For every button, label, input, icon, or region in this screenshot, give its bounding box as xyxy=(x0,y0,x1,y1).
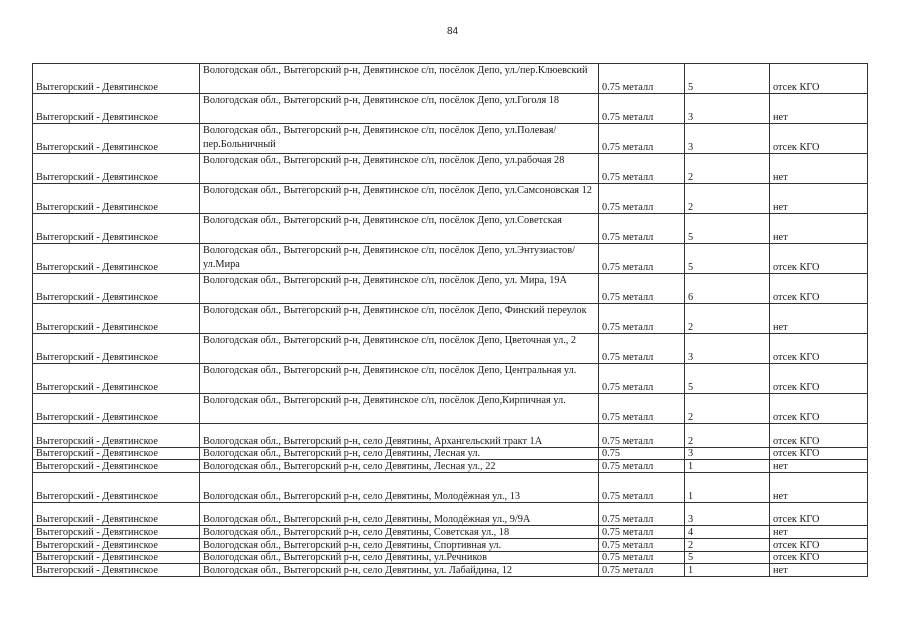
table-row xyxy=(33,502,868,526)
district-cell: Вытегорский - Девятинское xyxy=(33,551,200,564)
fence-cell: отсек КГО xyxy=(770,394,868,424)
district-cell: Вытегорский - Девятинское xyxy=(33,274,200,304)
table-row xyxy=(33,551,868,564)
count-cell: 2 xyxy=(685,184,770,214)
fence-cell: нет xyxy=(770,154,868,184)
district-cell: Вытегорский - Девятинское xyxy=(33,526,200,539)
volume-cell: 0.75 металл xyxy=(599,526,685,539)
fence-cell: нет xyxy=(770,214,868,244)
table-row xyxy=(33,538,868,551)
district-cell: Вытегорский - Девятинское xyxy=(33,94,200,124)
volume-cell: 0.75 металл xyxy=(599,94,685,124)
volume-cell: 0.75 металл xyxy=(599,564,685,577)
address-cell: Вологодская обл., Вытегорский р-н, Девятинское с/п, посёлок Депо, Центральная ул. xyxy=(200,364,599,394)
address-cell: Вологодская обл., Вытегорский р-н, Девятинское с/п, посёлок Депо, ул. Мира, 19А xyxy=(200,274,599,304)
table-row xyxy=(33,472,868,502)
address-cell: Вологодская обл., Вытегорский р-н, село Девятины, Советская ул., 18 xyxy=(200,526,599,539)
fence-cell: отсек КГО xyxy=(770,274,868,304)
fence-cell: отсек КГО xyxy=(770,502,868,526)
table-row xyxy=(33,526,868,539)
table-row xyxy=(33,304,868,334)
fence-cell: нет xyxy=(770,304,868,334)
address-cell: Вологодская обл., Вытегорский р-н, Девятинское с/п, посёлок Депо, ул.рабочая 28 xyxy=(200,154,599,184)
district-cell: Вытегорский - Девятинское xyxy=(33,394,200,424)
container-sites-table xyxy=(32,63,868,577)
count-cell: 6 xyxy=(685,274,770,304)
fence-cell: нет xyxy=(770,564,868,577)
count-cell: 2 xyxy=(685,394,770,424)
volume-cell: 0.75 металл xyxy=(599,124,685,154)
address-cell: Вологодская обл., Вытегорский р-н, Девятинское с/п, посёлок Депо,Кирпичная ул. xyxy=(200,394,599,424)
address-cell: Вологодская обл., Вытегорский р-н, Девятинское с/п, посёлок Депо, ул.Гоголя 18 xyxy=(200,94,599,124)
volume-cell: 0.75 металл xyxy=(599,184,685,214)
address-cell: Вологодская обл., Вытегорский р-н, Девятинское с/п, посёлок Депо, ул.Советская xyxy=(200,214,599,244)
district-cell: Вытегорский - Девятинское xyxy=(33,184,200,214)
volume-cell: 0.75 металл xyxy=(599,64,685,94)
address-cell: Вологодская обл., Вытегорский р-н, село Девятины, Молодёжная ул., 13 xyxy=(200,472,599,502)
table-row xyxy=(33,394,868,424)
fence-cell: отсек КГО xyxy=(770,124,868,154)
count-cell: 5 xyxy=(685,214,770,244)
volume-cell: 0.75 металл xyxy=(599,364,685,394)
address-cell: Вологодская обл., Вытегорский р-н, Девятинское с/п, посёлок Депо, ул.Самсоновская 12 xyxy=(200,184,599,214)
table-row xyxy=(33,64,868,94)
fence-cell: нет xyxy=(770,94,868,124)
table-row xyxy=(33,244,868,274)
table-row xyxy=(33,364,868,394)
address-cell: Вологодская обл., Вытегорский р-н, село Девятины, Лесная ул. xyxy=(200,447,599,460)
fence-cell: отсек КГО xyxy=(770,424,868,448)
count-cell: 2 xyxy=(685,154,770,184)
table-row xyxy=(33,274,868,304)
volume-cell: 0.75 металл xyxy=(599,424,685,448)
district-cell: Вытегорский - Девятинское xyxy=(33,244,200,274)
count-cell: 3 xyxy=(685,447,770,460)
count-cell: 4 xyxy=(685,526,770,539)
table-row xyxy=(33,564,868,577)
count-cell: 5 xyxy=(685,364,770,394)
address-cell: Вологодская обл., Вытегорский р-н, село Девятины, ул.Речников xyxy=(200,551,599,564)
address-cell: Вологодская обл., Вытегорский р-н, село Девятины, Архангельский тракт 1А xyxy=(200,424,599,448)
count-cell: 3 xyxy=(685,502,770,526)
district-cell: Вытегорский - Девятинское xyxy=(33,124,200,154)
fence-cell: отсек КГО xyxy=(770,538,868,551)
district-cell: Вытегорский - Девятинское xyxy=(33,502,200,526)
table-row xyxy=(33,154,868,184)
district-cell: Вытегорский - Девятинское xyxy=(33,472,200,502)
address-cell: Вологодская обл., Вытегорский р-н, Девятинское с/п, посёлок Депо, Финский переулок xyxy=(200,304,599,334)
table-row xyxy=(33,124,868,154)
district-cell: Вытегорский - Девятинское xyxy=(33,154,200,184)
table-row xyxy=(33,94,868,124)
fence-cell: отсек КГО xyxy=(770,334,868,364)
volume-cell: 0.75 металл xyxy=(599,538,685,551)
count-cell: 3 xyxy=(685,124,770,154)
fence-cell: отсек КГО xyxy=(770,447,868,460)
count-cell: 2 xyxy=(685,538,770,551)
table-row xyxy=(33,424,868,448)
address-cell: Вологодская обл., Вытегорский р-н, Девятинское с/п, посёлок Депо, ул.Энтузиастов/ул.Мира xyxy=(200,244,599,274)
volume-cell: 0.75 металл xyxy=(599,394,685,424)
district-cell: Вытегорский - Девятинское xyxy=(33,424,200,448)
count-cell: 2 xyxy=(685,424,770,448)
count-cell: 1 xyxy=(685,472,770,502)
count-cell: 1 xyxy=(685,564,770,577)
address-cell: Вологодская обл., Вытегорский р-н, Девятинское с/п, посёлок Депо, ул.Полевая/пер.Больничный xyxy=(200,124,599,154)
count-cell: 3 xyxy=(685,334,770,364)
fence-cell: отсек КГО xyxy=(770,364,868,394)
fence-cell: нет xyxy=(770,460,868,473)
table-row xyxy=(33,214,868,244)
volume-cell: 0.75 металл xyxy=(599,472,685,502)
address-cell: Вологодская обл., Вытегорский р-н, село Девятины, Спортивная ул. xyxy=(200,538,599,551)
fence-cell: нет xyxy=(770,184,868,214)
address-cell: Вологодская обл., Вытегорский р-н, Девятинское с/п, посёлок Депо, ул./пер.Клюевский xyxy=(200,64,599,94)
volume-cell: 0.75 металл xyxy=(599,334,685,364)
count-cell: 5 xyxy=(685,551,770,564)
district-cell: Вытегорский - Девятинское xyxy=(33,447,200,460)
volume-cell: 0.75 металл xyxy=(599,460,685,473)
address-cell: Вологодская обл., Вытегорский р-н, село Девятины, Лесная ул., 22 xyxy=(200,460,599,473)
district-cell: Вытегорский - Девятинское xyxy=(33,364,200,394)
fence-cell: отсек КГО xyxy=(770,64,868,94)
district-cell: Вытегорский - Девятинское xyxy=(33,214,200,244)
address-cell: Вологодская обл., Вытегорский р-н, Девятинское с/п, посёлок Депо, Цветочная ул., 2 xyxy=(200,334,599,364)
count-cell: 2 xyxy=(685,304,770,334)
district-cell: Вытегорский - Девятинское xyxy=(33,334,200,364)
fence-cell: нет xyxy=(770,526,868,539)
district-cell: Вытегорский - Девятинское xyxy=(33,564,200,577)
volume-cell: 0.75 металл xyxy=(599,214,685,244)
count-cell: 1 xyxy=(685,460,770,473)
volume-cell: 0.75 металл xyxy=(599,154,685,184)
table-row xyxy=(33,447,868,460)
address-cell: Вологодская обл., Вытегорский р-н, село Девятины, Молодёжная ул., 9/9А xyxy=(200,502,599,526)
district-cell: Вытегорский - Девятинское xyxy=(33,538,200,551)
volume-cell: 0.75 металл xyxy=(599,551,685,564)
page-number: 84 xyxy=(446,26,459,37)
fence-cell: нет xyxy=(770,472,868,502)
table-row xyxy=(33,334,868,364)
fence-cell: отсек КГО xyxy=(770,551,868,564)
count-cell: 3 xyxy=(685,94,770,124)
district-cell: Вытегорский - Девятинское xyxy=(33,460,200,473)
volume-cell: 0.75 металл xyxy=(599,304,685,334)
volume-cell: 0.75 металл xyxy=(599,244,685,274)
address-cell: Вологодская обл., Вытегорский р-н, село Девятины, ул. Лабайдина, 12 xyxy=(200,564,599,577)
fence-cell: отсек КГО xyxy=(770,244,868,274)
district-cell: Вытегорский - Девятинское xyxy=(33,64,200,94)
table-row xyxy=(33,460,868,473)
count-cell: 5 xyxy=(685,64,770,94)
count-cell: 5 xyxy=(685,244,770,274)
table-row xyxy=(33,184,868,214)
district-cell: Вытегорский - Девятинское xyxy=(33,304,200,334)
volume-cell: 0.75 металл xyxy=(599,274,685,304)
volume-cell: 0.75 xyxy=(599,447,685,460)
volume-cell: 0.75 металл xyxy=(599,502,685,526)
